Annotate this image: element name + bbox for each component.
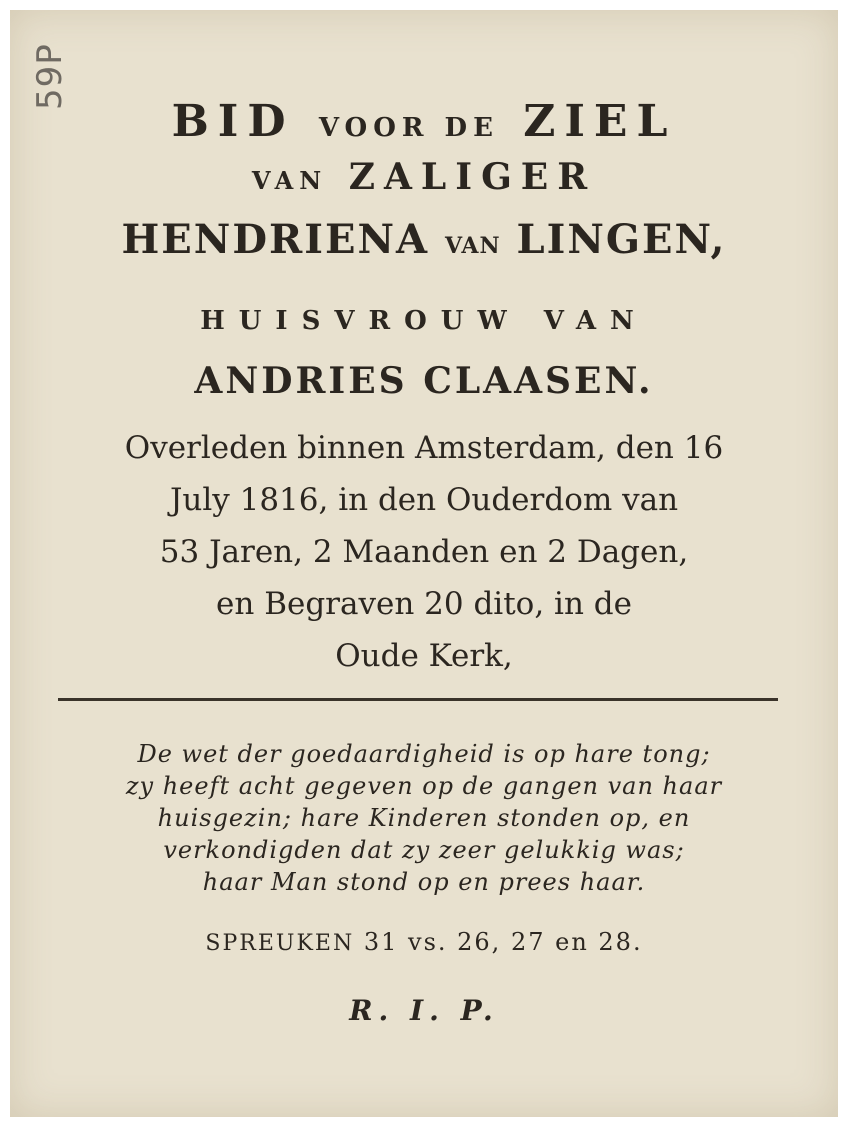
verse-line-5: haar Man stond op en prees haar. <box>202 868 646 896</box>
details-line-4: en Begraven 20 dito, in de <box>216 586 632 622</box>
memorial-card <box>10 10 838 1117</box>
heading-van: VAN <box>251 166 328 195</box>
divider-rule <box>58 698 778 701</box>
verse-line-4: verkondigden dat zy zeer gelukkig was; <box>163 836 685 864</box>
details-line-1: Overleden binnen Amsterdam, den 16 <box>124 430 724 466</box>
heading-line-2 <box>10 156 838 198</box>
details-line-3: 53 Jaren, 2 Maanden en 2 Dagen, <box>159 534 689 570</box>
verse-line-1: De wet der goedaardigheid is op hare tong; <box>137 740 711 768</box>
heading-voor-de: VOOR DE <box>318 113 499 143</box>
reference-verses: 31 vs. 26, 27 en 28. <box>363 928 643 956</box>
huisvrouw-line: HUISVROUW VAN <box>200 306 648 336</box>
verse-line-2: zy heeft acht gegeven op de gangen van haar <box>125 772 723 800</box>
scripture-reference <box>10 928 838 956</box>
details-line-2: July 1816, in den Ouderdom van <box>169 482 679 518</box>
heading-zaliger: ZALIGER <box>348 156 597 198</box>
details-line-5: Oude Kerk, <box>335 638 513 674</box>
name-first: HENDRIENA <box>121 216 430 263</box>
heading-line-1 <box>10 96 838 147</box>
heading-ziel: ZIEL <box>523 96 677 147</box>
deceased-name <box>10 216 838 263</box>
reference-book: SPREUKEN <box>205 931 355 956</box>
margin-note: 59P <box>30 43 70 110</box>
husband-name: ANDRIES CLAASEN. <box>194 360 654 402</box>
name-van: VAN <box>445 233 501 259</box>
verse-line-3: huisgezin; hare Kinderen stonden op, en <box>157 804 691 832</box>
heading-bid: BID <box>171 96 295 147</box>
name-last: LINGEN, <box>516 216 727 263</box>
rip-text: R. I. P. <box>349 994 499 1027</box>
